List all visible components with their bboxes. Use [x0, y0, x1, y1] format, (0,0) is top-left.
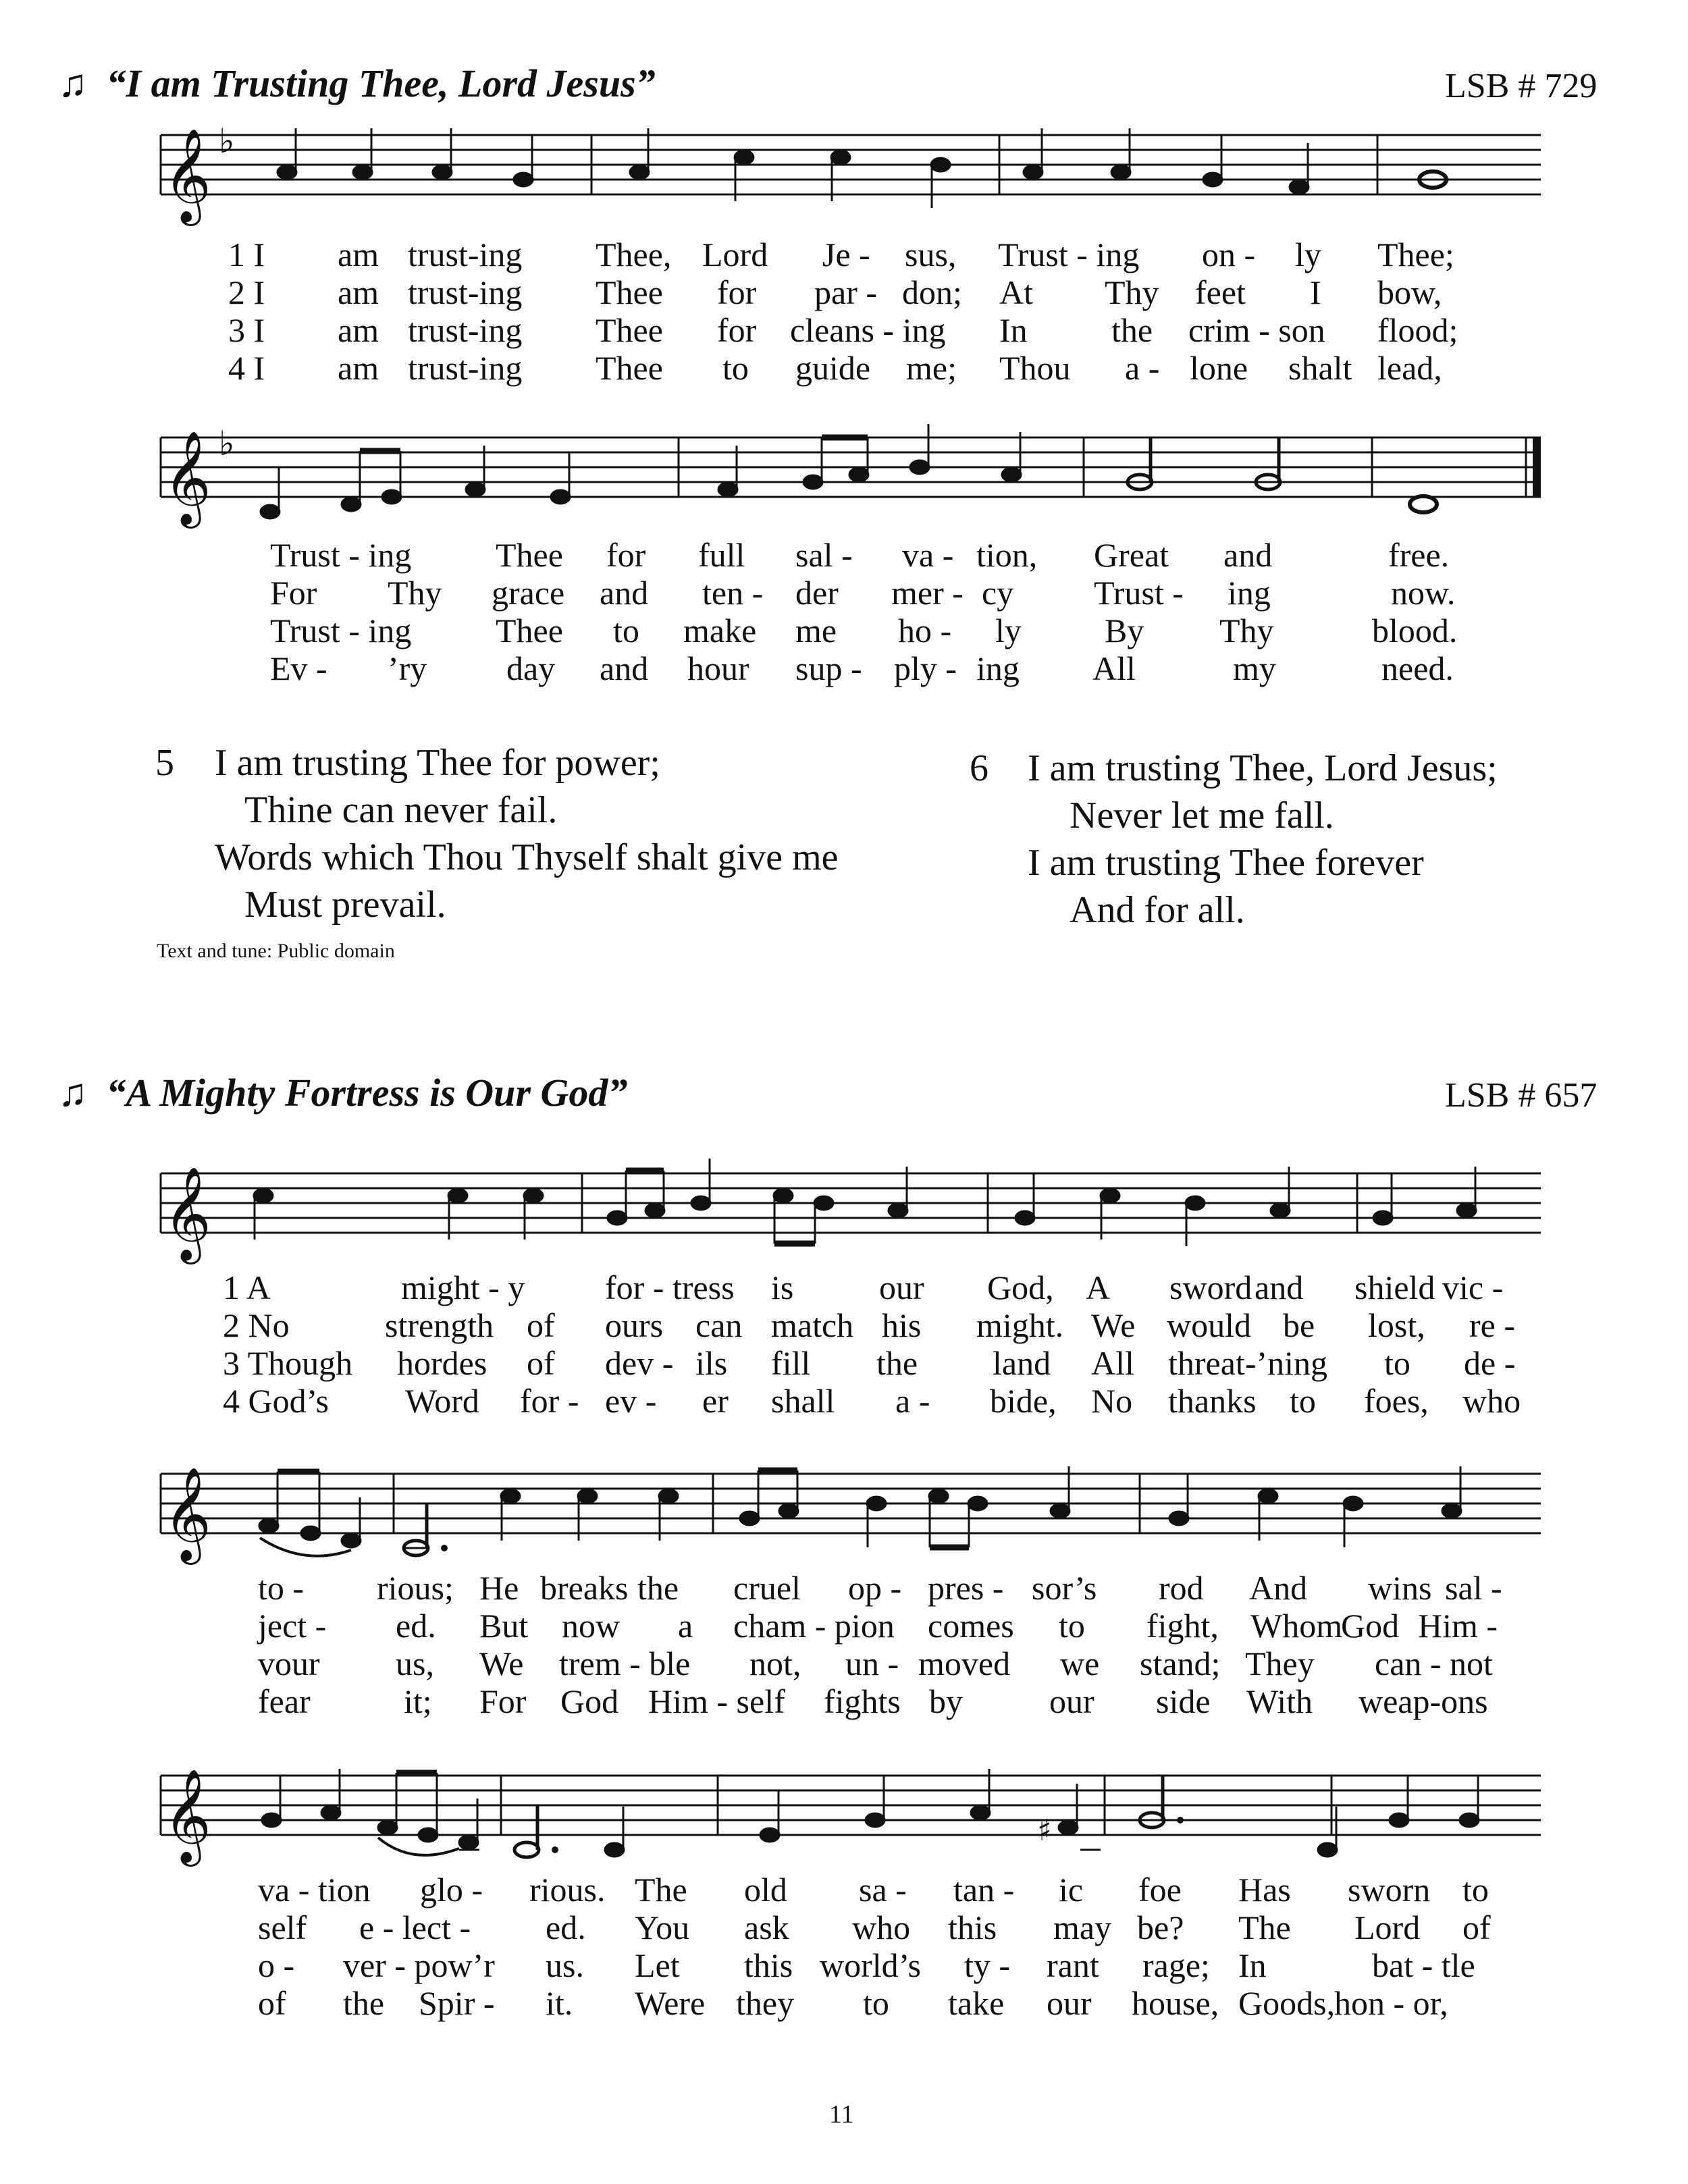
syllable: for [717, 273, 757, 311]
syllable: cham - pion [733, 1607, 895, 1645]
syllable: 1 A [223, 1269, 271, 1306]
stanza-6 [970, 745, 1645, 940]
syllable: us, [396, 1645, 434, 1682]
syllable: moved [918, 1645, 1011, 1682]
syllable: A [1086, 1269, 1111, 1306]
syllable: house, [1132, 1984, 1219, 2022]
svg-text:♯: ♯ [1037, 1813, 1052, 1848]
syllable: All [1092, 649, 1136, 687]
syllable: ic [1059, 1871, 1084, 1909]
syllable: blood. [1372, 612, 1458, 649]
syllable: And [1249, 1569, 1308, 1607]
syllable: our [1049, 1682, 1094, 1720]
syllable: it; [404, 1682, 432, 1720]
syllable: fill [771, 1344, 811, 1382]
syllable: guide [795, 349, 871, 387]
syllable: the [637, 1569, 679, 1607]
svg-text:𝄞: 𝄞 [163, 1167, 211, 1260]
syllable: 2 No [223, 1306, 290, 1344]
syllable: Word [405, 1382, 479, 1420]
syllable: this [948, 1909, 997, 1946]
syllable: bat - tle [1372, 1946, 1475, 1984]
svg-text:♭: ♭ [219, 122, 235, 161]
syllable: Lord [1354, 1909, 1421, 1946]
syllable: In [999, 311, 1028, 349]
syllable: tion, [976, 536, 1038, 574]
syllable: Ev - [270, 649, 327, 687]
syllable: may [1053, 1909, 1112, 1946]
syllable: You [635, 1909, 690, 1946]
syllable: not, [749, 1645, 801, 1682]
syllable: am [338, 273, 379, 311]
syllable: take [948, 1984, 1005, 2022]
syllable: of [1462, 1909, 1491, 1946]
syllable: cy [982, 574, 1014, 612]
syllable: shield [1354, 1269, 1435, 1306]
syllable: our [1047, 1984, 1092, 2022]
syllable: va - [902, 536, 954, 574]
syllable: hon - or, [1334, 1984, 1448, 2022]
syllable: ing [1228, 574, 1271, 612]
syllable: be [1283, 1306, 1315, 1344]
page-number: 11 [829, 2100, 854, 2129]
syllable: of [258, 1984, 286, 2022]
syllable: vic - [1442, 1269, 1504, 1306]
syllable: re - [1469, 1306, 1515, 1344]
syllable: foes, [1364, 1382, 1429, 1420]
syllable: rod [1159, 1569, 1204, 1607]
music-note-icon: ♫ [58, 61, 88, 105]
syllable: glo - [420, 1871, 483, 1909]
syllable: be? [1137, 1909, 1184, 1946]
syllable: of [527, 1344, 555, 1382]
hymn-number-1: LSB # 729 [1445, 67, 1598, 105]
syllable: and [600, 574, 649, 612]
syllable: Thee; [1377, 236, 1454, 273]
syllable: fight, [1146, 1607, 1219, 1645]
syllable: sor’s [1032, 1569, 1097, 1607]
syllable: We [479, 1645, 524, 1682]
syllable: is [771, 1269, 794, 1306]
syllable: dev - [605, 1344, 674, 1382]
syllable: ed. [546, 1909, 586, 1946]
syllable: am [338, 236, 379, 273]
syllable: now [562, 1607, 621, 1645]
syllable: ask [744, 1909, 789, 1946]
syllable: our [879, 1269, 924, 1306]
syllable: cruel [733, 1569, 801, 1607]
syllable: a - [1125, 349, 1160, 387]
syllable: side [1156, 1682, 1211, 1720]
syllable: trust-ing [408, 311, 523, 349]
syllable: to [722, 349, 749, 387]
syllable: Let [635, 1946, 680, 1984]
syllable: breaks [540, 1569, 629, 1607]
syllable: who [852, 1909, 911, 1946]
svg-text:𝄞: 𝄞 [163, 431, 211, 525]
syllable: Thee [596, 273, 663, 311]
syllable: to [1290, 1382, 1316, 1420]
syllable: comes [928, 1607, 1014, 1645]
syllable: shalt [1288, 349, 1352, 387]
syllable: would [1167, 1306, 1251, 1344]
hymn-number-2: LSB # 657 [1445, 1076, 1598, 1115]
syllable: my [1233, 649, 1276, 687]
syllable: day [506, 649, 556, 687]
hymn-title-1 [58, 61, 656, 106]
syllable: The [635, 1871, 687, 1909]
syllable: now. [1391, 574, 1456, 612]
syllable: a [678, 1607, 693, 1645]
syllable: Je - [822, 236, 870, 273]
syllable: fights [824, 1682, 901, 1720]
syllable: who [1462, 1382, 1521, 1420]
syllable: ils [695, 1344, 728, 1382]
syllable: am [338, 311, 379, 349]
syllable: cleans - ing [790, 311, 946, 349]
syllable: lone [1190, 349, 1248, 387]
syllable: a - [895, 1382, 930, 1420]
syllable: They [1245, 1645, 1315, 1682]
syllable: lead, [1377, 349, 1442, 387]
syllable: ly [995, 612, 1022, 649]
svg-text:𝄞: 𝄞 [163, 128, 211, 222]
syllable: full [698, 536, 745, 574]
syllable: With [1246, 1682, 1313, 1720]
syllable: Trust - ing [998, 236, 1140, 273]
syllable: God [560, 1682, 619, 1720]
syllable: Whom [1250, 1607, 1343, 1645]
syllable: us. [546, 1946, 584, 1984]
syllable: We [1091, 1306, 1136, 1344]
syllable: Thou [999, 349, 1071, 387]
syllable: rious; [377, 1569, 454, 1607]
stanza-line: I am trusting Thee forever [1028, 842, 1424, 884]
syllable: Thy [1105, 273, 1159, 311]
syllable: bide, [990, 1382, 1057, 1420]
syllable: Thee [596, 311, 663, 349]
syllable: wins [1368, 1569, 1432, 1607]
syllable: pres - [928, 1569, 1004, 1607]
syllable: and [1255, 1269, 1304, 1306]
syllable: mer - [891, 574, 964, 612]
syllable: ho - [898, 612, 952, 649]
syllable: old [744, 1871, 787, 1909]
syllable: by [929, 1682, 963, 1720]
syllable: Thee, [596, 236, 672, 273]
syllable: crim - son [1188, 311, 1325, 349]
syllable: er [702, 1382, 729, 1420]
syllable: Trust - [1094, 574, 1184, 612]
syllable: un - [845, 1645, 899, 1682]
syllable: grace [492, 574, 565, 612]
syllable: By [1105, 612, 1144, 649]
syllable: God [1341, 1607, 1400, 1645]
syllable: Goods, [1238, 1984, 1336, 2022]
syllable: need. [1381, 649, 1454, 687]
syllable: He [479, 1569, 519, 1607]
syllable: can - not [1375, 1645, 1493, 1682]
syllable: Great [1094, 536, 1169, 574]
svg-text:𝄞: 𝄞 [163, 1467, 211, 1561]
syllable: sal - [1445, 1569, 1502, 1607]
syllable: hour [687, 649, 749, 687]
stanza-line: Words which Thou Thyself shalt give me [215, 836, 839, 878]
syllable: ver - pow’r [343, 1946, 495, 1984]
syllable: to [613, 612, 639, 649]
syllable: hordes [397, 1344, 487, 1382]
syllable: this [744, 1946, 793, 1984]
syllable: lost, [1368, 1306, 1425, 1344]
syllable: ject - [258, 1607, 327, 1645]
syllable: and [1223, 536, 1273, 574]
syllable: Spir - [419, 1984, 495, 2022]
syllable: 4 I [228, 349, 265, 387]
syllable: the [876, 1344, 918, 1382]
syllable: world’s [820, 1946, 921, 1984]
stanza-line: I am trusting Thee for power; [215, 742, 660, 784]
syllable: Thy [1219, 612, 1274, 649]
syllable: to [1384, 1344, 1410, 1382]
syllable: Him - [1418, 1607, 1498, 1645]
syllable: ly [1295, 236, 1321, 273]
syllable: bow, [1377, 273, 1442, 311]
syllable: the [343, 1984, 385, 2022]
svg-text:𝄞: 𝄞 [163, 1769, 211, 1863]
syllable: me; [906, 349, 957, 387]
syllable: 3 Though [223, 1344, 353, 1382]
syllable: 2 I [228, 273, 265, 311]
hymn-title-2 [58, 1070, 627, 1115]
syllable: strength [385, 1306, 494, 1344]
syllable: sa - [859, 1871, 907, 1909]
syllable: and [600, 649, 649, 687]
stanza-line: Thine can never fail. [244, 789, 558, 831]
syllable: tan - [953, 1871, 1015, 1909]
syllable: for - tress [605, 1269, 735, 1306]
syllable: In [1238, 1946, 1267, 1984]
svg-text:♭: ♭ [219, 424, 235, 463]
hymn-title-text: “A Mighty Fortress is Our God” [106, 1071, 628, 1115]
syllable: The [1238, 1909, 1291, 1946]
stanza-line: And for all. [1070, 889, 1245, 931]
syllable: for - [520, 1382, 579, 1420]
copyright-credit: Text and tune: Public domain [157, 940, 395, 962]
syllable: 1 I [228, 236, 265, 273]
syllable: sword [1169, 1269, 1252, 1306]
syllable: it. [546, 1984, 573, 2022]
syllable: But [479, 1607, 529, 1645]
stanza-line: I am trusting Thee, Lord Jesus; [1028, 747, 1498, 789]
syllable: weap-ons [1359, 1682, 1488, 1720]
syllable: flood; [1377, 311, 1458, 349]
syllable: trust-ing [408, 273, 523, 311]
syllable: rant [1047, 1946, 1099, 1984]
syllable: trust-ing [408, 236, 523, 273]
syllable: rage; [1142, 1946, 1210, 1984]
syllable: might - y [401, 1269, 525, 1306]
syllable: For [270, 574, 317, 612]
syllable: der [795, 574, 839, 612]
syllable: Has [1238, 1871, 1291, 1909]
syllable: to - [258, 1569, 305, 1607]
syllable: thanks [1168, 1382, 1257, 1420]
syllable: ours [605, 1306, 664, 1344]
syllable: sworn [1348, 1871, 1431, 1909]
syllable: o - [258, 1946, 295, 1984]
stanza-number: 6 [970, 747, 988, 789]
syllable: self [258, 1909, 307, 1946]
syllable: ing [976, 649, 1020, 687]
syllable: At [999, 273, 1033, 311]
syllable: free. [1388, 536, 1450, 574]
stanza-line: Must prevail. [244, 884, 446, 926]
syllable: can [695, 1306, 743, 1344]
syllable: might. [976, 1306, 1064, 1344]
syllable: for [717, 311, 757, 349]
syllable: For [479, 1682, 527, 1720]
syllable: ed. [396, 1607, 436, 1645]
syllable: feet [1195, 273, 1246, 311]
hymn-title-text: “I am Trusting Thee, Lord Jesus” [106, 61, 656, 105]
syllable: No [1091, 1382, 1133, 1420]
syllable: foe [1138, 1871, 1182, 1909]
syllable: to [1059, 1607, 1085, 1645]
syllable: trust-ing [408, 349, 523, 387]
syllable: Trust - ing [270, 612, 412, 649]
syllable: All [1091, 1344, 1134, 1382]
syllable: ’ry [388, 649, 427, 687]
syllable: 3 I [228, 311, 265, 349]
syllable: e - lect - [359, 1909, 471, 1946]
syllable: for [606, 536, 646, 574]
syllable: to [1462, 1871, 1489, 1909]
syllable: ply - [894, 649, 957, 687]
syllable: of [527, 1306, 555, 1344]
syllable: op - [848, 1569, 902, 1607]
syllable: 4 God’s [223, 1382, 329, 1420]
syllable: sup - [795, 649, 862, 687]
syllable: sus, [905, 236, 957, 273]
syllable: me [795, 612, 837, 649]
syllable: Him - self [648, 1682, 785, 1720]
syllable: match [771, 1306, 854, 1344]
music-note-icon: ♫ [58, 1071, 88, 1115]
syllable: don; [902, 273, 962, 311]
stanza-line: Never let me fall. [1070, 795, 1334, 836]
stanza-number: 5 [155, 742, 174, 784]
syllable: make [683, 612, 757, 649]
syllable: va - tion [258, 1871, 371, 1909]
syllable: shall [771, 1382, 835, 1420]
syllable: de - [1464, 1344, 1516, 1382]
syllable: trem - ble [559, 1645, 691, 1682]
syllable: we [1060, 1645, 1100, 1682]
syllable: Lord [702, 236, 768, 273]
syllable: the [1111, 311, 1153, 349]
syllable: par - [814, 273, 877, 311]
syllable: vour [258, 1645, 320, 1682]
syllable: Were [635, 1984, 706, 2022]
syllable: Thee [596, 349, 663, 387]
syllable: his [882, 1306, 922, 1344]
syllable: land [993, 1344, 1051, 1382]
syllable: sal - [795, 536, 853, 574]
syllable: I [1310, 273, 1321, 311]
syllable: Thee [496, 536, 563, 574]
syllable: Thee [496, 612, 563, 649]
syllable: ty - [964, 1946, 1011, 1984]
syllable: rious. [529, 1871, 606, 1909]
syllable: stand; [1140, 1645, 1221, 1682]
syllable: threat-’ning [1168, 1344, 1328, 1382]
syllable: on - [1202, 236, 1256, 273]
stanza-5 [155, 739, 966, 935]
syllable: they [736, 1984, 795, 2022]
syllable: to [863, 1984, 889, 2022]
syllable: God, [987, 1269, 1054, 1306]
syllable: Thy [388, 574, 442, 612]
syllable: ev - [605, 1382, 657, 1420]
syllable: ten - [702, 574, 764, 612]
syllable: Trust - ing [270, 536, 412, 574]
syllable: am [338, 349, 379, 387]
syllable: fear [258, 1682, 311, 1720]
